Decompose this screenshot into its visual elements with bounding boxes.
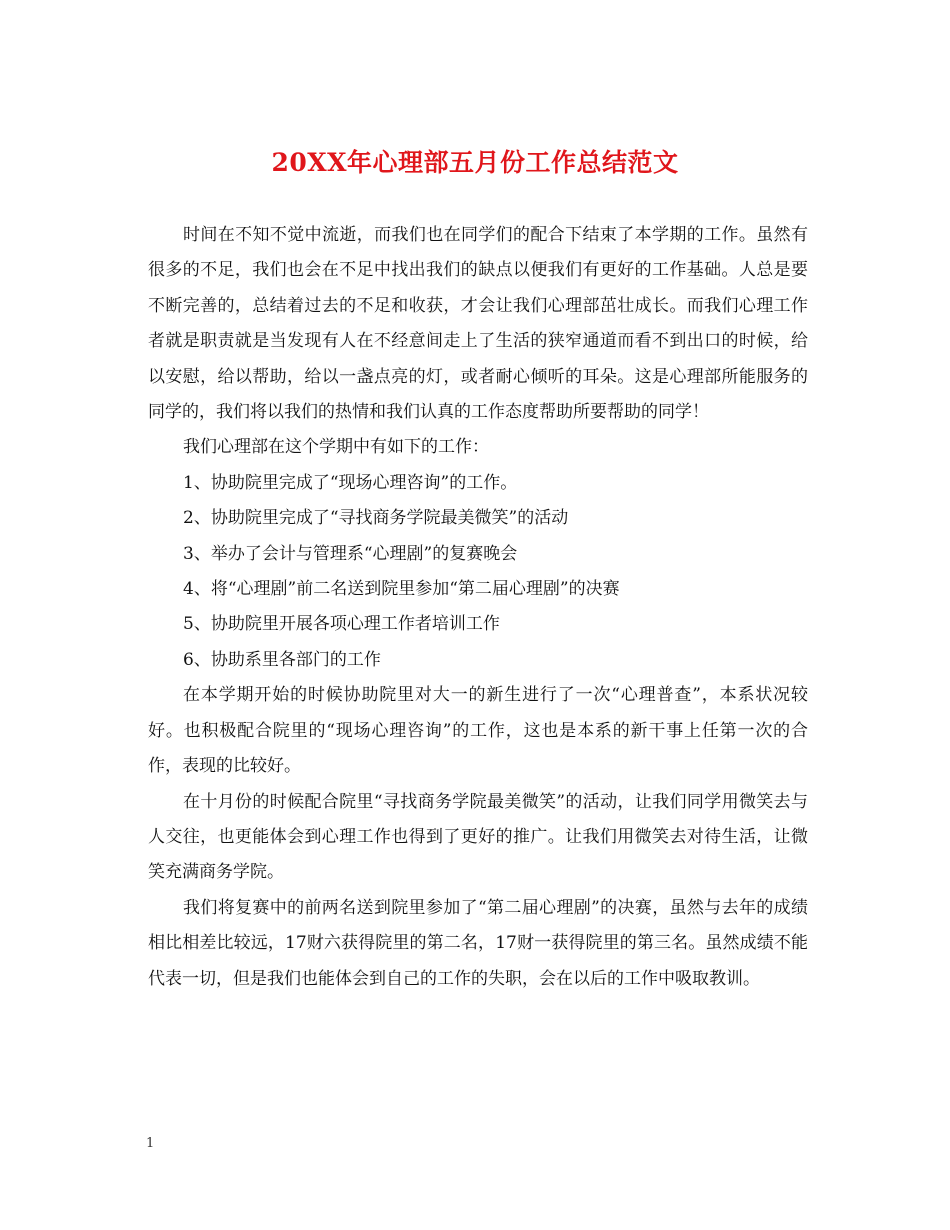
page-number: 1 (146, 1136, 155, 1151)
document-body (148, 218, 808, 997)
list-item: 3、举办了会计与管理系“心理剧”的复赛晚会 (183, 543, 518, 564)
list-item: 5、协助院里开展各项心理工作者培训工作 (183, 614, 500, 635)
list-item: 4、将“心理剧”前二名送到院里参加“第二届心理剧”的决赛 (183, 579, 620, 600)
list-item: 1、协助院里完成了“现场心理咨询”的工作。 (183, 472, 518, 493)
closing-paragraph: 在十月份的时候配合院里“寻找商务学院最美微笑”的活动，让我们同学用微笑去与人交往，也更能体会到心理工作也得到了更好的推广。让我们用微笑去对待生活，让微笑充满商务学院。 (148, 791, 808, 883)
list-intro: 我们心理部在这个学期中有如下的工作： (183, 437, 489, 458)
list-item: 2、协助院里完成了“寻找商务学院最美微笑”的活动 (183, 508, 569, 529)
list-item: 6、协助系里各部门的工作 (183, 649, 381, 670)
closing-paragraph: 我们将复赛中的前两名送到院里参加了“第二届心理剧”的决赛，虽然与去年的成绩相比相差比较远，17财六获得院里的第二名，17财一获得院里的第三名。虽然成绩不能代表一切，但是我们也能体会到自己的工作的失职，会在以后的工作中吸取教训。 (148, 897, 808, 989)
document-title: 20XX年心理部五月份工作总结范文 (271, 148, 679, 177)
closing-paragraph: 在本学期开始的时候协助院里对大一的新生进行了一次“心理普查”，本系状况较好。也积极配合院里的“现场心理咨询”的工作，这也是本系的新干事上任第一次的合作，表现的比较好。 (148, 685, 808, 777)
intro-paragraph: 时间在不知不觉中流逝，而我们也在同学们的配合下结束了本学期的工作。虽然有很多的不足，我们也会在不足中找出我们的缺点以便我们有更好的工作基础。人总是要不断完善的，总结着过去的不足和收获，才会让我们心理部茁壮成长。而我们心理工作者就是职责就是当发现有人在不经意间走上了生活的狭窄通道而看不到出口的时候，给以安慰，给以帮助，给以一盏点亮的灯，或者耐心倾听的耳朵。这是心理部所能服务的同学的，我们将以我们的热情和我们认真的工作态度帮助所要帮助的同学！ (148, 225, 808, 423)
